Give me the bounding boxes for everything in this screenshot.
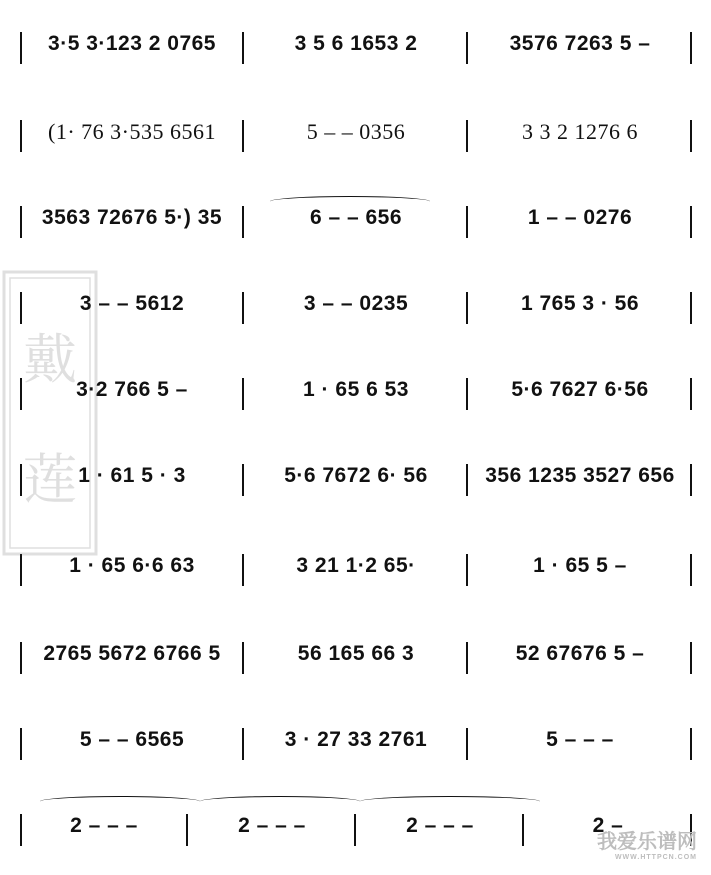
measure-notes: 2 – – – (70, 814, 138, 837)
measure (26, 206, 238, 246)
measure (474, 32, 686, 72)
barline (690, 464, 692, 496)
measure-notes: 3·5 3·123 2 0765 (48, 32, 216, 55)
seal-watermark (0, 268, 100, 558)
measure-notes: 3·2 766 5 – (76, 378, 188, 401)
measure-notes: 5·6 7627 6·56 (511, 378, 649, 401)
barline (522, 814, 524, 846)
site-logo (597, 825, 697, 861)
barline (690, 206, 692, 238)
measure-notes: 3 – – 5612 (79, 292, 185, 315)
barline (466, 464, 468, 496)
measure (250, 728, 462, 768)
barline (690, 32, 692, 64)
score-row (20, 450, 692, 510)
barline (466, 554, 468, 586)
barline (20, 120, 22, 152)
measure (474, 464, 686, 504)
score-row (20, 278, 692, 338)
measure (474, 378, 686, 418)
barline (20, 814, 22, 846)
barline (242, 464, 244, 496)
slur (270, 196, 430, 207)
barline (690, 120, 692, 152)
barline (466, 292, 468, 324)
logo-url: WWW.HTTPCN.COM (614, 854, 697, 861)
barline (20, 32, 22, 64)
measure (26, 32, 238, 72)
score-row (20, 364, 692, 424)
barline (690, 554, 692, 586)
measure-notes: 1 · 61 5 · 3 (78, 464, 186, 487)
measure (250, 378, 462, 418)
measure-notes: 52 67676 5 – (515, 642, 645, 665)
measure (26, 728, 238, 768)
measure (250, 206, 462, 246)
barline (186, 814, 188, 846)
measure (250, 554, 462, 594)
svg-text:戴: 戴 (23, 328, 77, 391)
measure-notes: 3 5 6 1653 2 (294, 32, 418, 55)
measure-notes: 2 – – – (406, 814, 474, 837)
measure (474, 554, 686, 594)
barline (242, 728, 244, 760)
score-row (20, 714, 692, 774)
measure (250, 464, 462, 504)
measure-notes: (1· 76 3·535 6561 (48, 119, 216, 144)
barline (466, 32, 468, 64)
measure-notes: 1 765 3 · 56 (520, 292, 640, 315)
barline (242, 292, 244, 324)
barline (466, 642, 468, 674)
barline (20, 728, 22, 760)
barline (242, 32, 244, 64)
barline (466, 728, 468, 760)
barline (690, 292, 692, 324)
barline (466, 206, 468, 238)
measure (26, 814, 182, 854)
measure-notes: 3576 7263 5 – (509, 32, 651, 55)
measure-notes: 3 3 2 1276 6 (522, 119, 638, 144)
barline (242, 206, 244, 238)
measure (26, 642, 238, 682)
measure-notes: 56 165 66 3 (297, 642, 415, 665)
score-row (20, 628, 692, 688)
measure (250, 32, 462, 72)
score-row (20, 800, 692, 860)
measure (26, 120, 238, 160)
measure (250, 120, 462, 160)
measure-notes: 1 – – 0276 (527, 206, 633, 229)
measure-notes: 2765 5672 6766 5 (43, 642, 221, 665)
measure (362, 814, 518, 854)
tie-slur (40, 796, 200, 807)
measure-notes: 3 · 27 33 2761 (284, 728, 428, 751)
measure-notes: 6 – – 656 (309, 206, 403, 229)
measure (474, 292, 686, 332)
tie-slur (360, 796, 540, 807)
measure-notes: 5 – – 0356 (306, 119, 406, 144)
measure-notes: 5 – – – (546, 728, 614, 751)
barline (466, 378, 468, 410)
measure-notes: 1 · 65 6 53 (303, 378, 409, 401)
measure (474, 642, 686, 682)
measure-notes: 3 21 1·2 65· (296, 554, 416, 577)
measure-notes: 2 – (592, 814, 624, 837)
barline (690, 378, 692, 410)
measure-notes: 3 – – 0235 (303, 292, 409, 315)
measure (250, 642, 462, 682)
measure-notes: 5·6 7672 6· 56 (284, 464, 428, 487)
barline (20, 554, 22, 586)
tie-slur (200, 796, 360, 807)
measure-notes: 5 – – 6565 (79, 728, 185, 751)
measure-notes: 1 · 65 5 – (533, 554, 627, 577)
measure-notes: 2 – – – (238, 814, 306, 837)
measure-notes: 3563 72676 5·) 35 (41, 206, 223, 229)
barline (20, 206, 22, 238)
measure (194, 814, 350, 854)
score-row (20, 18, 692, 78)
measure (26, 554, 238, 594)
score-row (20, 106, 692, 166)
barline (20, 642, 22, 674)
barline (242, 554, 244, 586)
measure (250, 292, 462, 332)
score-row (20, 540, 692, 600)
barline (242, 642, 244, 674)
barline (354, 814, 356, 846)
barline (690, 728, 692, 760)
measure (474, 206, 686, 246)
measure (474, 728, 686, 768)
barline (242, 120, 244, 152)
barline (690, 642, 692, 674)
svg-text:莲: 莲 (23, 448, 77, 511)
barline (466, 120, 468, 152)
measure-notes: 1 · 65 6·6 63 (69, 554, 195, 577)
measure (474, 120, 686, 160)
barline (242, 378, 244, 410)
measure-notes: 356 1235 3527 656 (485, 464, 675, 487)
logo-name: 我爱乐谱网 (597, 831, 697, 853)
